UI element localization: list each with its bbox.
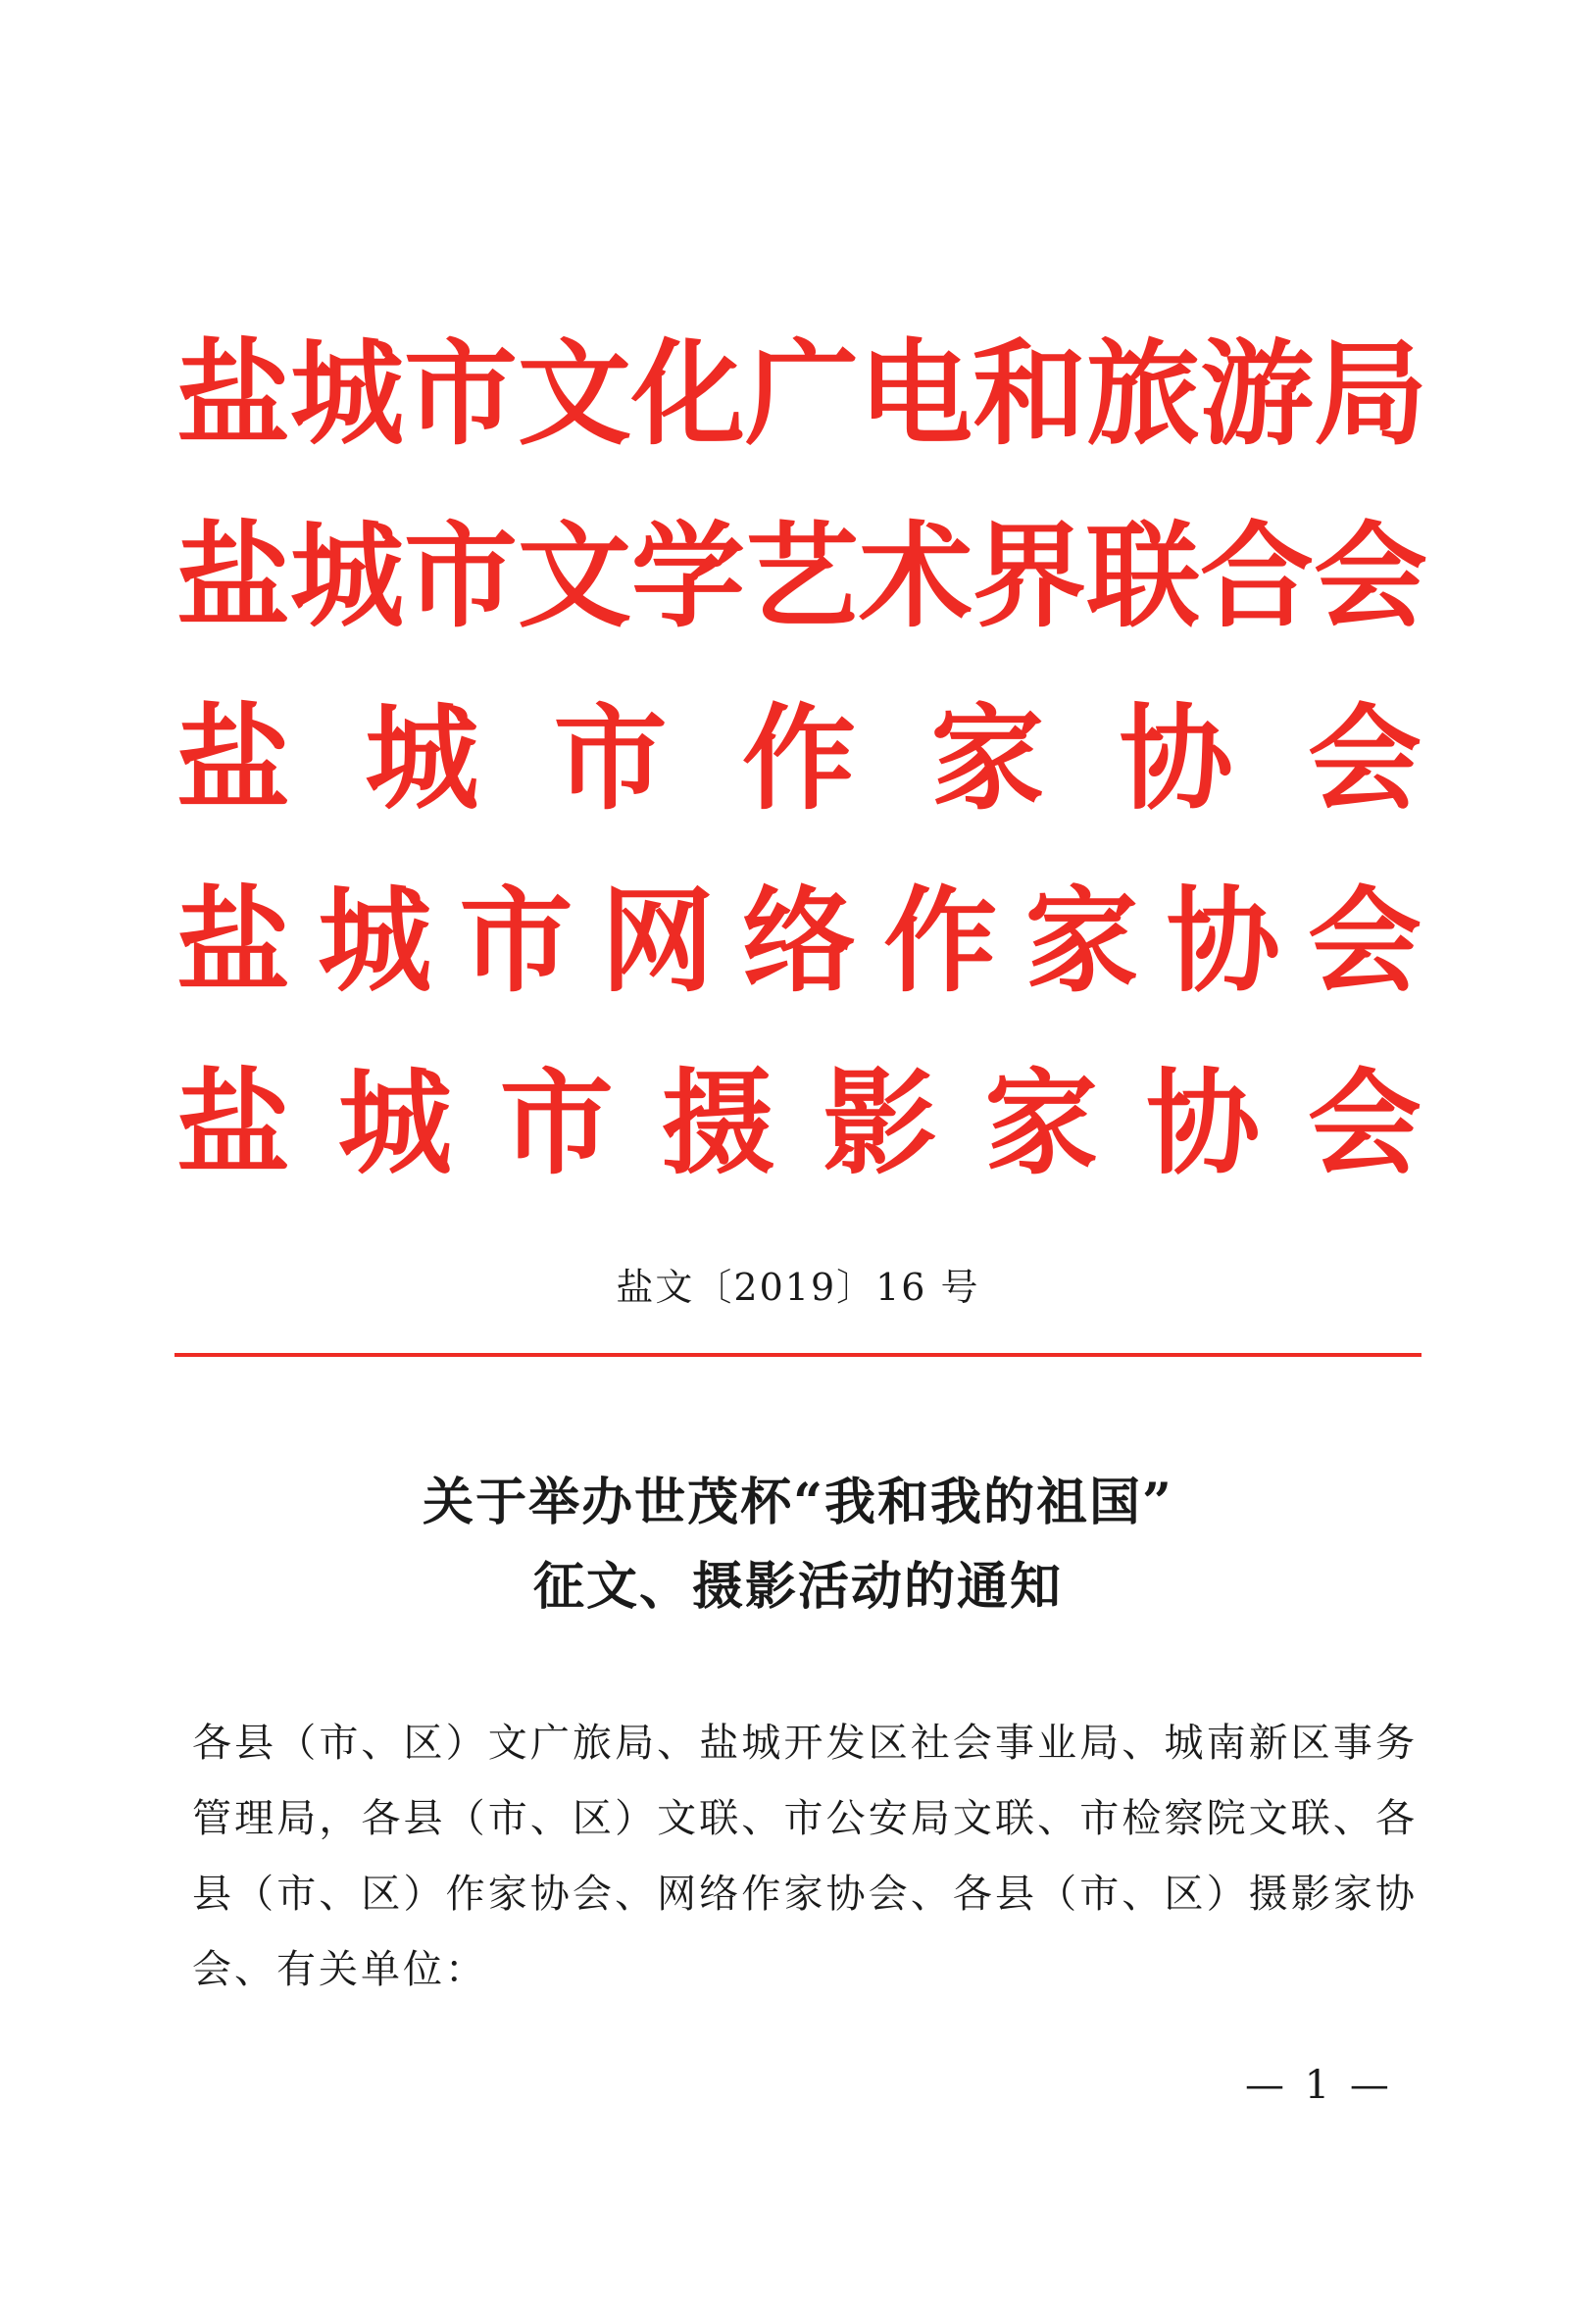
org-char: 合 [1200, 511, 1314, 643]
org-char: 盐 [176, 875, 290, 1008]
page-number: — 1 — [1245, 2063, 1393, 2108]
org-char: 盐 [176, 511, 290, 643]
org-char: 城 [365, 693, 479, 825]
org-char: 市 [404, 328, 518, 461]
org-char: 界 [973, 511, 1086, 643]
addressee-paragraph: 各县（市、区）文广旅局、盐城开发区社会事业局、城南新区事务管理局，各县（市、区）文联、市公安局文联、市检察院文联、各县（市、区）作家协会、网络作家协会、各县（市、区）摄影家协会、有关单位： [192, 1721, 1418, 1992]
org-char: 络 [742, 875, 856, 1008]
org-char: 会 [1314, 511, 1427, 643]
issuing-organizations [176, 304, 1427, 1216]
org-char: 城 [290, 511, 404, 643]
org-char: 艺 [745, 511, 859, 643]
org-char: 术 [859, 511, 973, 643]
org-char: 协 [1119, 693, 1233, 825]
red-divider-line [175, 1353, 1421, 1357]
org-char: 电 [859, 328, 973, 461]
document-title [0, 1461, 1596, 1629]
org-char: 广 [745, 328, 859, 461]
document-number: 盐文〔2019〕16 号 [616, 1266, 980, 1309]
org-char: 市 [553, 693, 668, 825]
org-char: 作 [741, 693, 856, 825]
org-char: 文 [518, 328, 631, 461]
org-char: 城 [318, 875, 432, 1008]
org-char: 家 [930, 693, 1045, 825]
org-char: 家 [1024, 875, 1139, 1008]
org-char: 盐 [176, 693, 290, 825]
org-char: 文 [518, 511, 631, 643]
org-char: 影 [823, 1058, 937, 1190]
org-char: 游 [1200, 328, 1314, 461]
org-char: 协 [1146, 1058, 1261, 1190]
org-char: 摄 [661, 1058, 775, 1190]
org-char: 市 [404, 511, 518, 643]
title-line-2: 征文、摄影活动的通知 [532, 1557, 1063, 1617]
org-char: 市 [459, 875, 574, 1008]
org-char: 旅 [1086, 328, 1200, 461]
org-line [176, 1033, 1421, 1216]
org-char: 作 [883, 875, 998, 1008]
org-char: 学 [631, 511, 745, 643]
org-char: 城 [290, 328, 404, 461]
org-line [176, 304, 1427, 486]
title-line-1: 关于举办世茂杯“我和我的祖国” [423, 1473, 1173, 1532]
org-char: 联 [1086, 511, 1200, 643]
org-char: 会 [1307, 693, 1421, 825]
org-line [176, 486, 1427, 669]
org-line [176, 851, 1421, 1033]
org-char: 盐 [176, 328, 290, 461]
org-char: 和 [973, 328, 1086, 461]
org-line [176, 669, 1421, 851]
org-char: 局 [1314, 328, 1427, 461]
org-char: 市 [499, 1058, 614, 1190]
org-char: 会 [1308, 875, 1421, 1008]
org-char: 盐 [176, 1058, 290, 1190]
org-char: 协 [1166, 875, 1280, 1008]
org-char: 会 [1307, 1058, 1421, 1190]
org-char: 化 [631, 328, 745, 461]
org-char: 家 [984, 1058, 1099, 1190]
org-char: 网 [600, 875, 715, 1008]
org-char: 城 [337, 1058, 452, 1190]
